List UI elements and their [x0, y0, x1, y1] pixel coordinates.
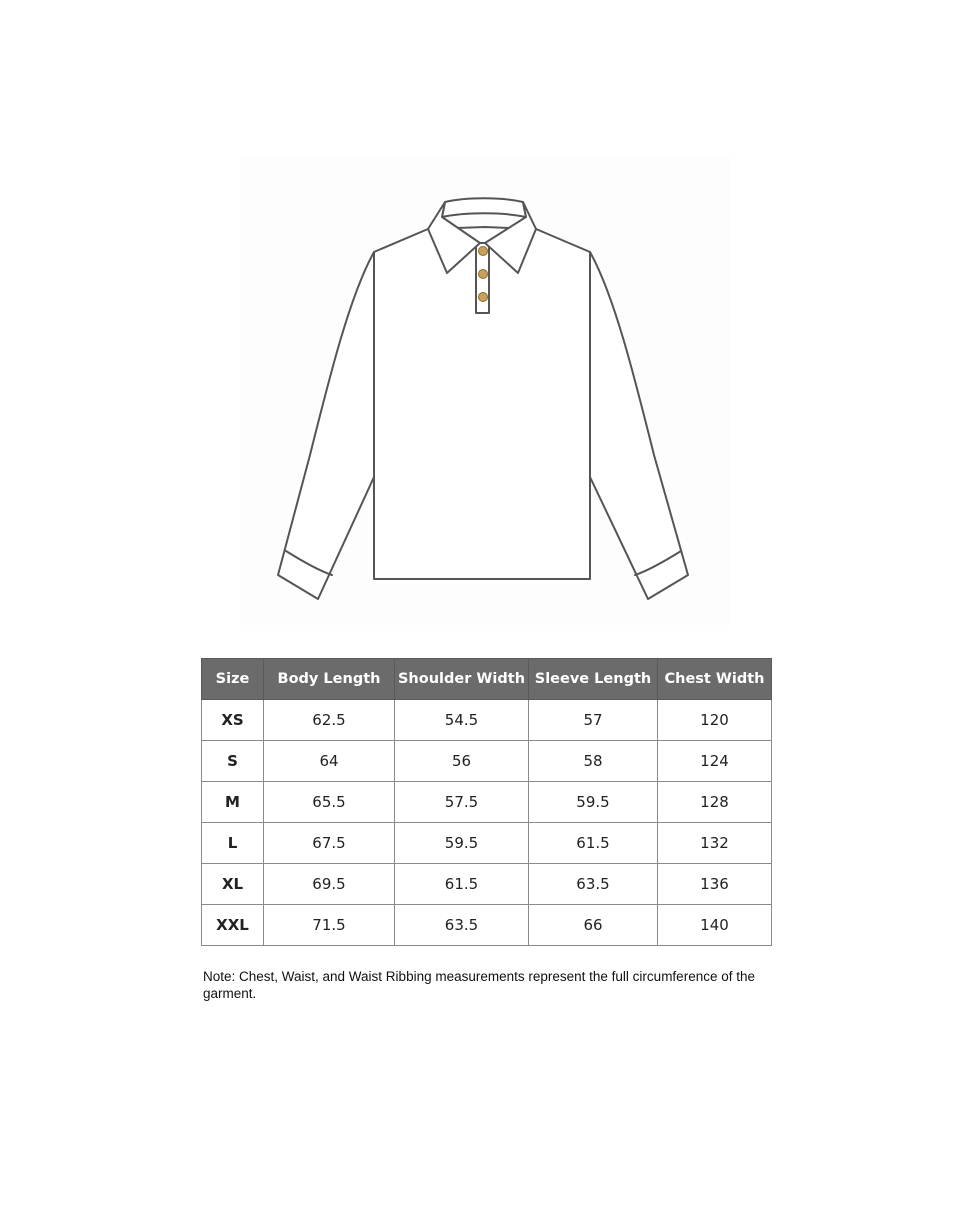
body-length-cell: 67.5: [264, 823, 395, 864]
shirt-illustration: [240, 155, 730, 625]
sleeve-length-cell: 58: [529, 741, 658, 782]
chest-width-cell: 124: [658, 741, 772, 782]
button-icon: [479, 270, 488, 279]
table-header-row: [202, 659, 772, 700]
collar-band: [442, 198, 526, 217]
shoulder-width-cell: 57.5: [395, 782, 529, 823]
table-row: [202, 823, 772, 864]
sleeve-length-cell: 57: [529, 700, 658, 741]
button-icon: [479, 293, 488, 302]
right-sleeve: [590, 252, 688, 599]
shoulder-width-cell: 54.5: [395, 700, 529, 741]
table-row: [202, 700, 772, 741]
sleeve-length-cell: 66: [529, 905, 658, 946]
sleeve-length-cell: 63.5: [529, 864, 658, 905]
body-length-cell: 71.5: [264, 905, 395, 946]
table-row: [202, 905, 772, 946]
chest-width-cell: 136: [658, 864, 772, 905]
long-sleeve-polo-shirt-icon: [240, 155, 730, 625]
sleeve-length-cell: 61.5: [529, 823, 658, 864]
column-header-sleeve-length: Sleeve Length: [529, 659, 658, 700]
shoulder-width-cell: 63.5: [395, 905, 529, 946]
size-cell: XL: [202, 864, 264, 905]
shoulder-width-cell: 59.5: [395, 823, 529, 864]
chest-width-cell: 140: [658, 905, 772, 946]
left-sleeve: [278, 252, 374, 599]
chest-width-cell: 132: [658, 823, 772, 864]
column-header-chest-width: Chest Width: [658, 659, 772, 700]
body-length-cell: 69.5: [264, 864, 395, 905]
button-icon: [479, 247, 488, 256]
body-length-cell: 62.5: [264, 700, 395, 741]
chest-width-cell: 120: [658, 700, 772, 741]
size-cell: L: [202, 823, 264, 864]
sleeve-length-cell: 59.5: [529, 782, 658, 823]
column-header-size: Size: [202, 659, 264, 700]
table-row: [202, 864, 772, 905]
column-header-shoulder-width: Shoulder Width: [395, 659, 529, 700]
size-cell: XS: [202, 700, 264, 741]
column-header-body-length: Body Length: [264, 659, 395, 700]
measurement-note: Note: Chest, Waist, and Waist Ribbing measurements represent the full circumference of the garment.: [203, 969, 755, 1001]
shoulder-width-cell: 61.5: [395, 864, 529, 905]
size-cell: XXL: [202, 905, 264, 946]
table-row: [202, 782, 772, 823]
size-cell: M: [202, 782, 264, 823]
chest-width-cell: 128: [658, 782, 772, 823]
size-cell: S: [202, 741, 264, 782]
body-length-cell: 65.5: [264, 782, 395, 823]
shoulder-width-cell: 56: [395, 741, 529, 782]
body-length-cell: 64: [264, 741, 395, 782]
table-row: [202, 741, 772, 782]
size-chart-table: [201, 658, 772, 946]
